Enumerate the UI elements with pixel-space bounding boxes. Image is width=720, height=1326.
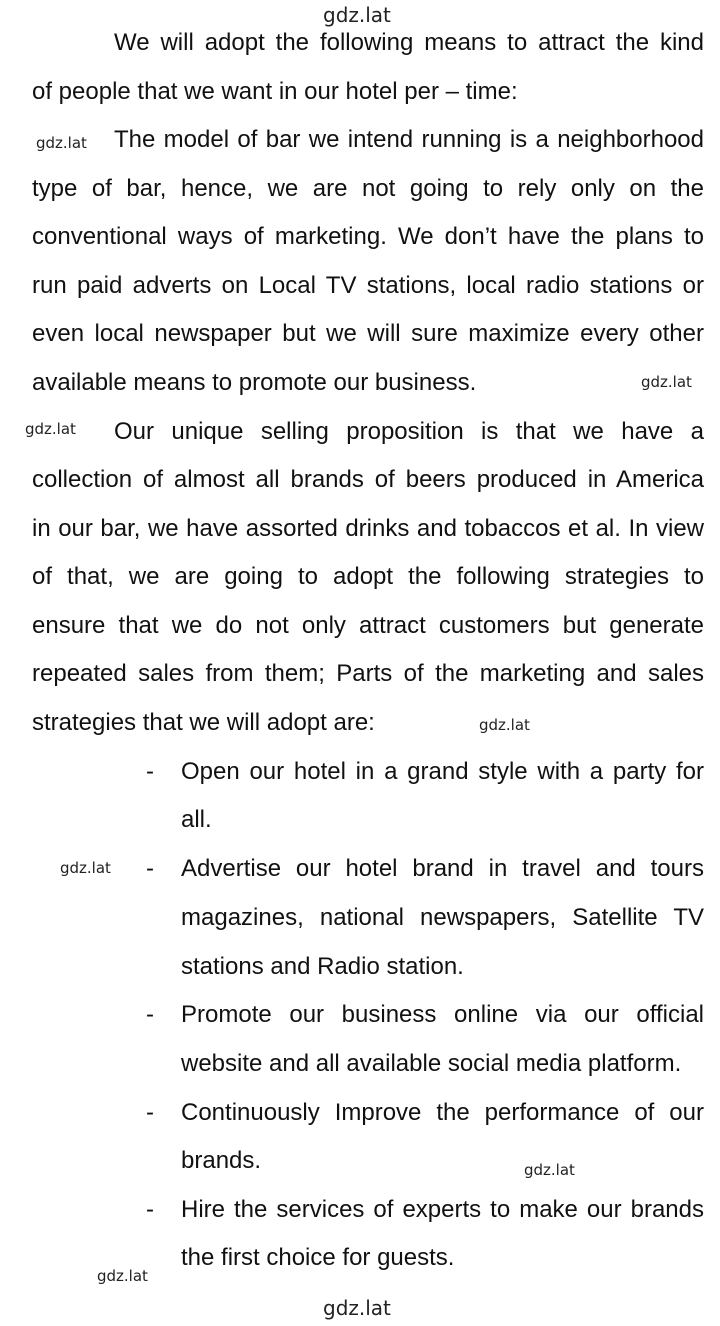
- watermark-bottom: gdz.lat: [323, 1296, 391, 1320]
- watermark: gdz.lat: [36, 134, 87, 152]
- paragraph-line: even local newspaper but we will sure maximize every other: [32, 320, 704, 347]
- bullet-marker: -: [146, 758, 154, 785]
- bullet-marker: -: [146, 855, 154, 882]
- bullet-marker: -: [146, 1196, 154, 1223]
- paragraph-line: Our unique selling proposition is that we have a: [114, 418, 704, 445]
- paragraph-line: available means to promote our business.: [32, 369, 477, 396]
- paragraph-line: conventional ways of marketing. We don’t have the plans to: [32, 223, 704, 250]
- intro-line: We will adopt the following means to attract the kind: [114, 29, 704, 56]
- bullet-line: Advertise our hotel brand in travel and tours: [181, 855, 704, 882]
- paragraph-line: run paid adverts on Local TV stations, local radio stations or: [32, 272, 704, 299]
- paragraph-line: type of bar, hence, we are not going to rely only on the: [32, 175, 704, 202]
- watermark-top: gdz.lat: [323, 3, 391, 27]
- bullet-line: brands.: [181, 1147, 262, 1174]
- bullet-line: website and all available social media platform.: [181, 1050, 682, 1077]
- watermark: gdz.lat: [479, 716, 530, 734]
- bullet-line: Continuously Improve the performance of our: [181, 1099, 704, 1126]
- bullet-line: Promote our business online via our official: [181, 1001, 704, 1028]
- bullet-line: the first choice for guests.: [181, 1244, 455, 1271]
- paragraph-line: in our bar, we have assorted drinks and tobaccos et al. In view: [32, 515, 704, 542]
- bullet-marker: -: [146, 1099, 154, 1126]
- paragraph-line: The model of bar we intend running is a neighborhood: [114, 126, 704, 153]
- watermark: gdz.lat: [25, 420, 76, 438]
- paragraph-line: ensure that we do not only attract customers but generate: [32, 612, 704, 639]
- bullet-line: magazines, national newspapers, Satellite TV: [181, 904, 704, 931]
- bullet-line: stations and Radio station.: [181, 953, 464, 980]
- paragraph-line: collection of almost all brands of beers produced in America: [32, 466, 704, 493]
- paragraph-line: of that, we are going to adopt the following strategies to: [32, 563, 704, 590]
- bullet-line: Hire the services of experts to make our brands: [181, 1196, 704, 1223]
- paragraph-line: repeated sales from them; Parts of the marketing and sales: [32, 660, 704, 687]
- intro-line: of people that we want in our hotel per – time:: [32, 78, 518, 105]
- paragraph-line: strategies that we will adopt are:: [32, 709, 375, 736]
- watermark: gdz.lat: [524, 1161, 575, 1179]
- watermark: gdz.lat: [97, 1267, 148, 1285]
- watermark: gdz.lat: [60, 859, 111, 877]
- bullet-marker: -: [146, 1001, 154, 1028]
- watermark: gdz.lat: [641, 373, 692, 391]
- bullet-line: Open our hotel in a grand style with a party for: [181, 758, 704, 785]
- bullet-line: all.: [181, 806, 212, 833]
